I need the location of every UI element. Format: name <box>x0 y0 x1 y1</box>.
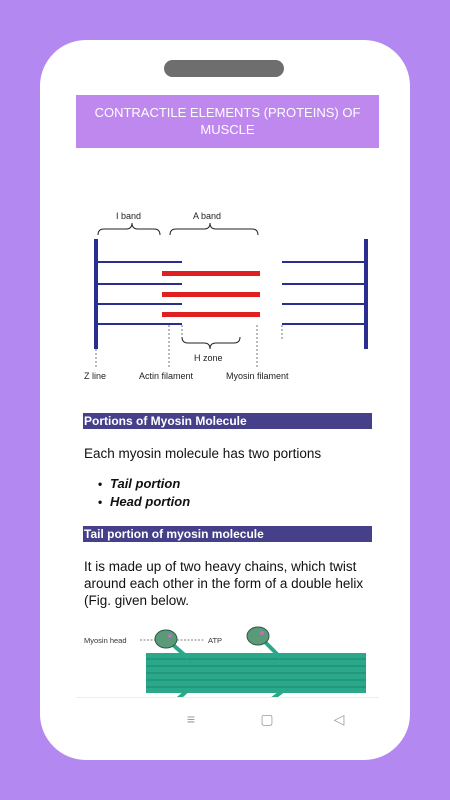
actin-filament <box>282 261 364 263</box>
actin-label: Actin filament <box>139 371 194 381</box>
back-icon[interactable]: ◁ <box>333 711 345 727</box>
actin-filament <box>282 303 364 305</box>
z-line-right <box>364 239 368 349</box>
i-band-label: I band <box>116 211 142 221</box>
myosin-head <box>155 630 177 648</box>
bullet-icon: • <box>98 495 103 509</box>
screen[interactable] <box>76 95 379 735</box>
speaker-grille <box>164 60 284 77</box>
actin-filament <box>282 323 364 325</box>
home-icon[interactable]: ▢ <box>260 711 274 727</box>
myosin-head <box>247 627 269 645</box>
z-line-label: Z line <box>84 371 107 381</box>
actin-filament <box>282 283 364 285</box>
actin-filament <box>98 261 182 263</box>
myosin-filament <box>162 271 260 276</box>
myosin-head-label: Myosin head <box>84 636 127 645</box>
actin-filament <box>98 323 182 325</box>
sarcomere-diagram <box>76 157 379 387</box>
z-line-left <box>94 239 98 349</box>
actin-filament <box>98 303 182 305</box>
list-item: • Tail portion <box>98 476 181 491</box>
bullet-icon: • <box>98 477 103 491</box>
actin-filament <box>98 283 182 285</box>
atp-label: ATP <box>208 636 223 645</box>
h-zone-label: H zone <box>194 353 223 363</box>
section-title-portions: Portions of Myosin Molecule <box>83 413 372 429</box>
menu-icon[interactable]: ≡ <box>186 711 196 727</box>
list-item: • Head portion <box>98 494 191 509</box>
a-band-label: A band <box>193 211 222 221</box>
myosin-filament <box>162 312 260 317</box>
portions-text: Each myosin molecule has two portions <box>84 446 322 461</box>
portions-list <box>98 475 190 511</box>
section-title-tail: Tail portion of myosin molecule <box>83 526 372 542</box>
phone-frame <box>40 40 410 760</box>
myosin-label: Myosin filament <box>226 371 289 381</box>
myosin-filament <box>162 292 260 297</box>
page-title: CONTRACTILE ELEMENTS (PROTEINS) OF MUSCLE <box>76 95 379 148</box>
navigation-bar <box>76 697 379 739</box>
tail-text: It is made up of two heavy chains, which twist around each other in the form of a double helix (Fig. given below. <box>84 559 364 608</box>
